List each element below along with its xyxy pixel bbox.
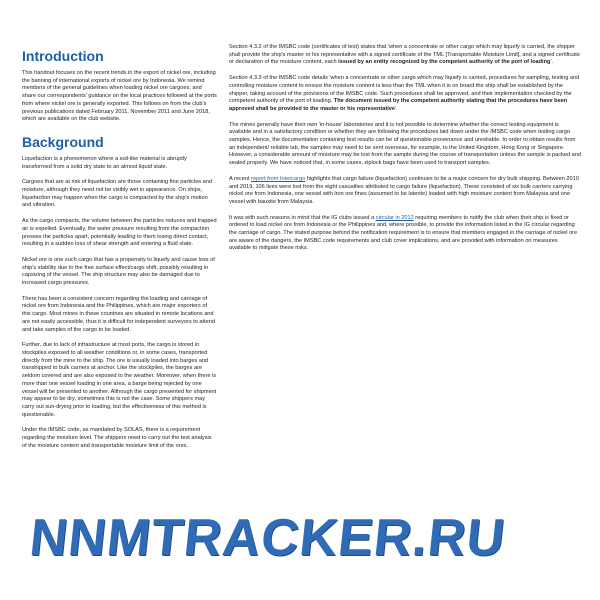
intercargo-paragraph (229, 176, 581, 207)
section-432-end: '. (550, 59, 554, 66)
intercargo-text-rest: highlights that cargo failure (liquefaction) continues to be a major concern for dry bulk shipping. Between 2010 and 2019, 106 lives were lost from the eight casualties attributed to cargo failure (liquefaction). These consisted of six bulk carriers carrying nickel ore from Indonesia, one vessel with iron ore fines (assumed to be laterite) loaded with high moisture content from Malaysia and one vessel with bauxite from Malaysia. (229, 175, 579, 205)
intercargo-report-link[interactable]: report from Intercargo (251, 175, 306, 182)
background-paragraph-2: Cargoes that are at risk of liquefaction are those containing fine particles and moisture, although they need not be visibly wet in appearance. On ships, liquefaction may happen when the cargo is compacted by the ship's motion and vibration. (22, 179, 212, 209)
ig-circular-text-rest: requiring members to notify the club when their ship is fixed or ordered to load nickel ore from Indonesia or the Philippines and, where possible, to provide the information listed in the IG circular regarding the carriage of cargo. The stated purpose behind the notification requirement is to ensure that members engaged in the carriage of nickel ore are aware of the dangers, the IMSBC code requirements and club cover implications, and are provided with information on measures available to mitigate these risks. (229, 214, 578, 252)
background-heading: Background (22, 133, 104, 150)
laboratories-paragraph: The mines generally have their own 'in-house' laboratories and it is not possible to determine whether the correct testing equipment is available and in a satisfactory condition or whether they are following the procedures laid down under the IMSBC code when testing cargo samples. Hence, the documentation containing test results can be of questionable provenance and unreliable. In order to obtain results from an independent/ reliable lab, the samples may need to be sent overseas, for example, to the United Kingdom, Hong Kong or Singapore. However, a considerable amount of moisture may be lost from the sample during the course of transportation unless the sample is packed and sealed properly. We have noticed that, in some cases, ziplock bags have been used to transport samples. (229, 121, 581, 167)
introduction-heading: Introduction (22, 48, 104, 64)
right-column (229, 44, 581, 261)
ig-circular-text-start: It was with such reasons in mind that the IG clubs issued a (229, 214, 376, 221)
background-paragraph-3: As the cargo compacts, the volume between the particles reduces and trapped air is expelled. Eventually, the water pressure resulting from the compaction presses the particles apart, potentially leading to them losing direct contact, resulting in a sudden loss of shear strength and entering a fluid state. (22, 218, 217, 248)
background-paragraph-7: Under the IMSBC code, as mandated by SOLAS, there is a requirement regarding the moisture level. The shippers need to carry out the test analysis of the moisture content and transportable moisture limit of the ores. (22, 427, 212, 449)
background-paragraph-1: Liquefaction is a phenomenon where a soil-like material is abruptly transformed from a solid dry state to an almost liquid state. (22, 155, 187, 170)
section-432-text: Section 4.3.2 of the IMSBC code (certificates of test) states that 'when a concentrate or other cargo which may liquefy is carried, the shipper shall provide the ship's master or his representative with a signed certificate of the TML [Transportable Moisture Limit], and a signed certificate or declaration of the moisture content, each (229, 44, 580, 66)
intercargo-text-start: A recent (229, 175, 252, 182)
section-433-paragraph (229, 75, 581, 114)
section-432-paragraph (229, 44, 581, 67)
watermark-logo: NNMTRACKER.RU (26, 509, 509, 567)
background-paragraph-4: Nickel ore is one such cargo that has a propensity to liquefy and cause loss of ship's stability due to the free surface effect/cargo shift, possibly resulting in capsizing of the vessel. The ship structure may also be damaged due to increased cargo pressures. (22, 256, 215, 287)
section-433-emphasis: The document issued by the competent authority stating that the procedures have been approved shall be provided to the master or his representative (229, 98, 568, 112)
background-paragraph-5: There has been a consistent concern regarding the loading and carriage of nickel ore from Indonesia and the Philippines, which are major exporters of this cargo. Most mines in these countries are situated in remote locations and are not easily accessible, thus it is difficult for independent surveyors to attend and take samples of the cargo to be loaded. (22, 295, 215, 333)
circular-2012-link[interactable]: circular in 2012 (375, 214, 414, 221)
section-433-text: Section 4.3.3 of the IMSBC code details 'when a concentrate or other cargo which may liquefy is carried, procedures for sampling, testing and controlling moisture content to ensure the moisture content is less than the TML when it is on board the ship shall be established by the shipper, taking account of the provisions of the IMSBC code. Such procedures shall be approved, and their implementation checked by the competent authority of the port of loading. (229, 75, 580, 105)
section-433-end: '. (395, 105, 398, 112)
section-432-emphasis: issued by an entity recognized by the competent authority of the port of loading (338, 59, 551, 66)
intro-paragraph: This handout focuses on the recent trends in the export of nickel ore, including the banning of international exports of nickel ore by Indonesia. We remind members of the general guidelines when loading nickel ore cargoes, and share our correspondents' guidance on the local practices followed at the ports from where nickel ore is generally exported. This follows on from the club's previous publications dated February 2011, November 2011 and June 2018, which are available on the club website. (22, 70, 217, 123)
background-paragraph-6: Further, due to lack of infrastructure at most ports, the cargo is stored in stockpiles exposed to all weather conditions or, in some cases, transported directly from the mine to the ship. The ore is usually loaded into barges and transhipped to bulk carriers at anchor. Like the stockpiles, the barges are seldom covered and are also exposed to the weather. Moreover, when there is more than one vessel loading in one area, a barge being rejected by one vessel will be presented to another. Although the cargo presented for shipment may appear to be dry, sometimes this is not the case. Some shippers may carry out sun-drying prior to loading, but the effectiveness of this method is questionable. (22, 342, 217, 418)
left-column (22, 44, 217, 458)
ig-circular-paragraph (229, 215, 581, 254)
